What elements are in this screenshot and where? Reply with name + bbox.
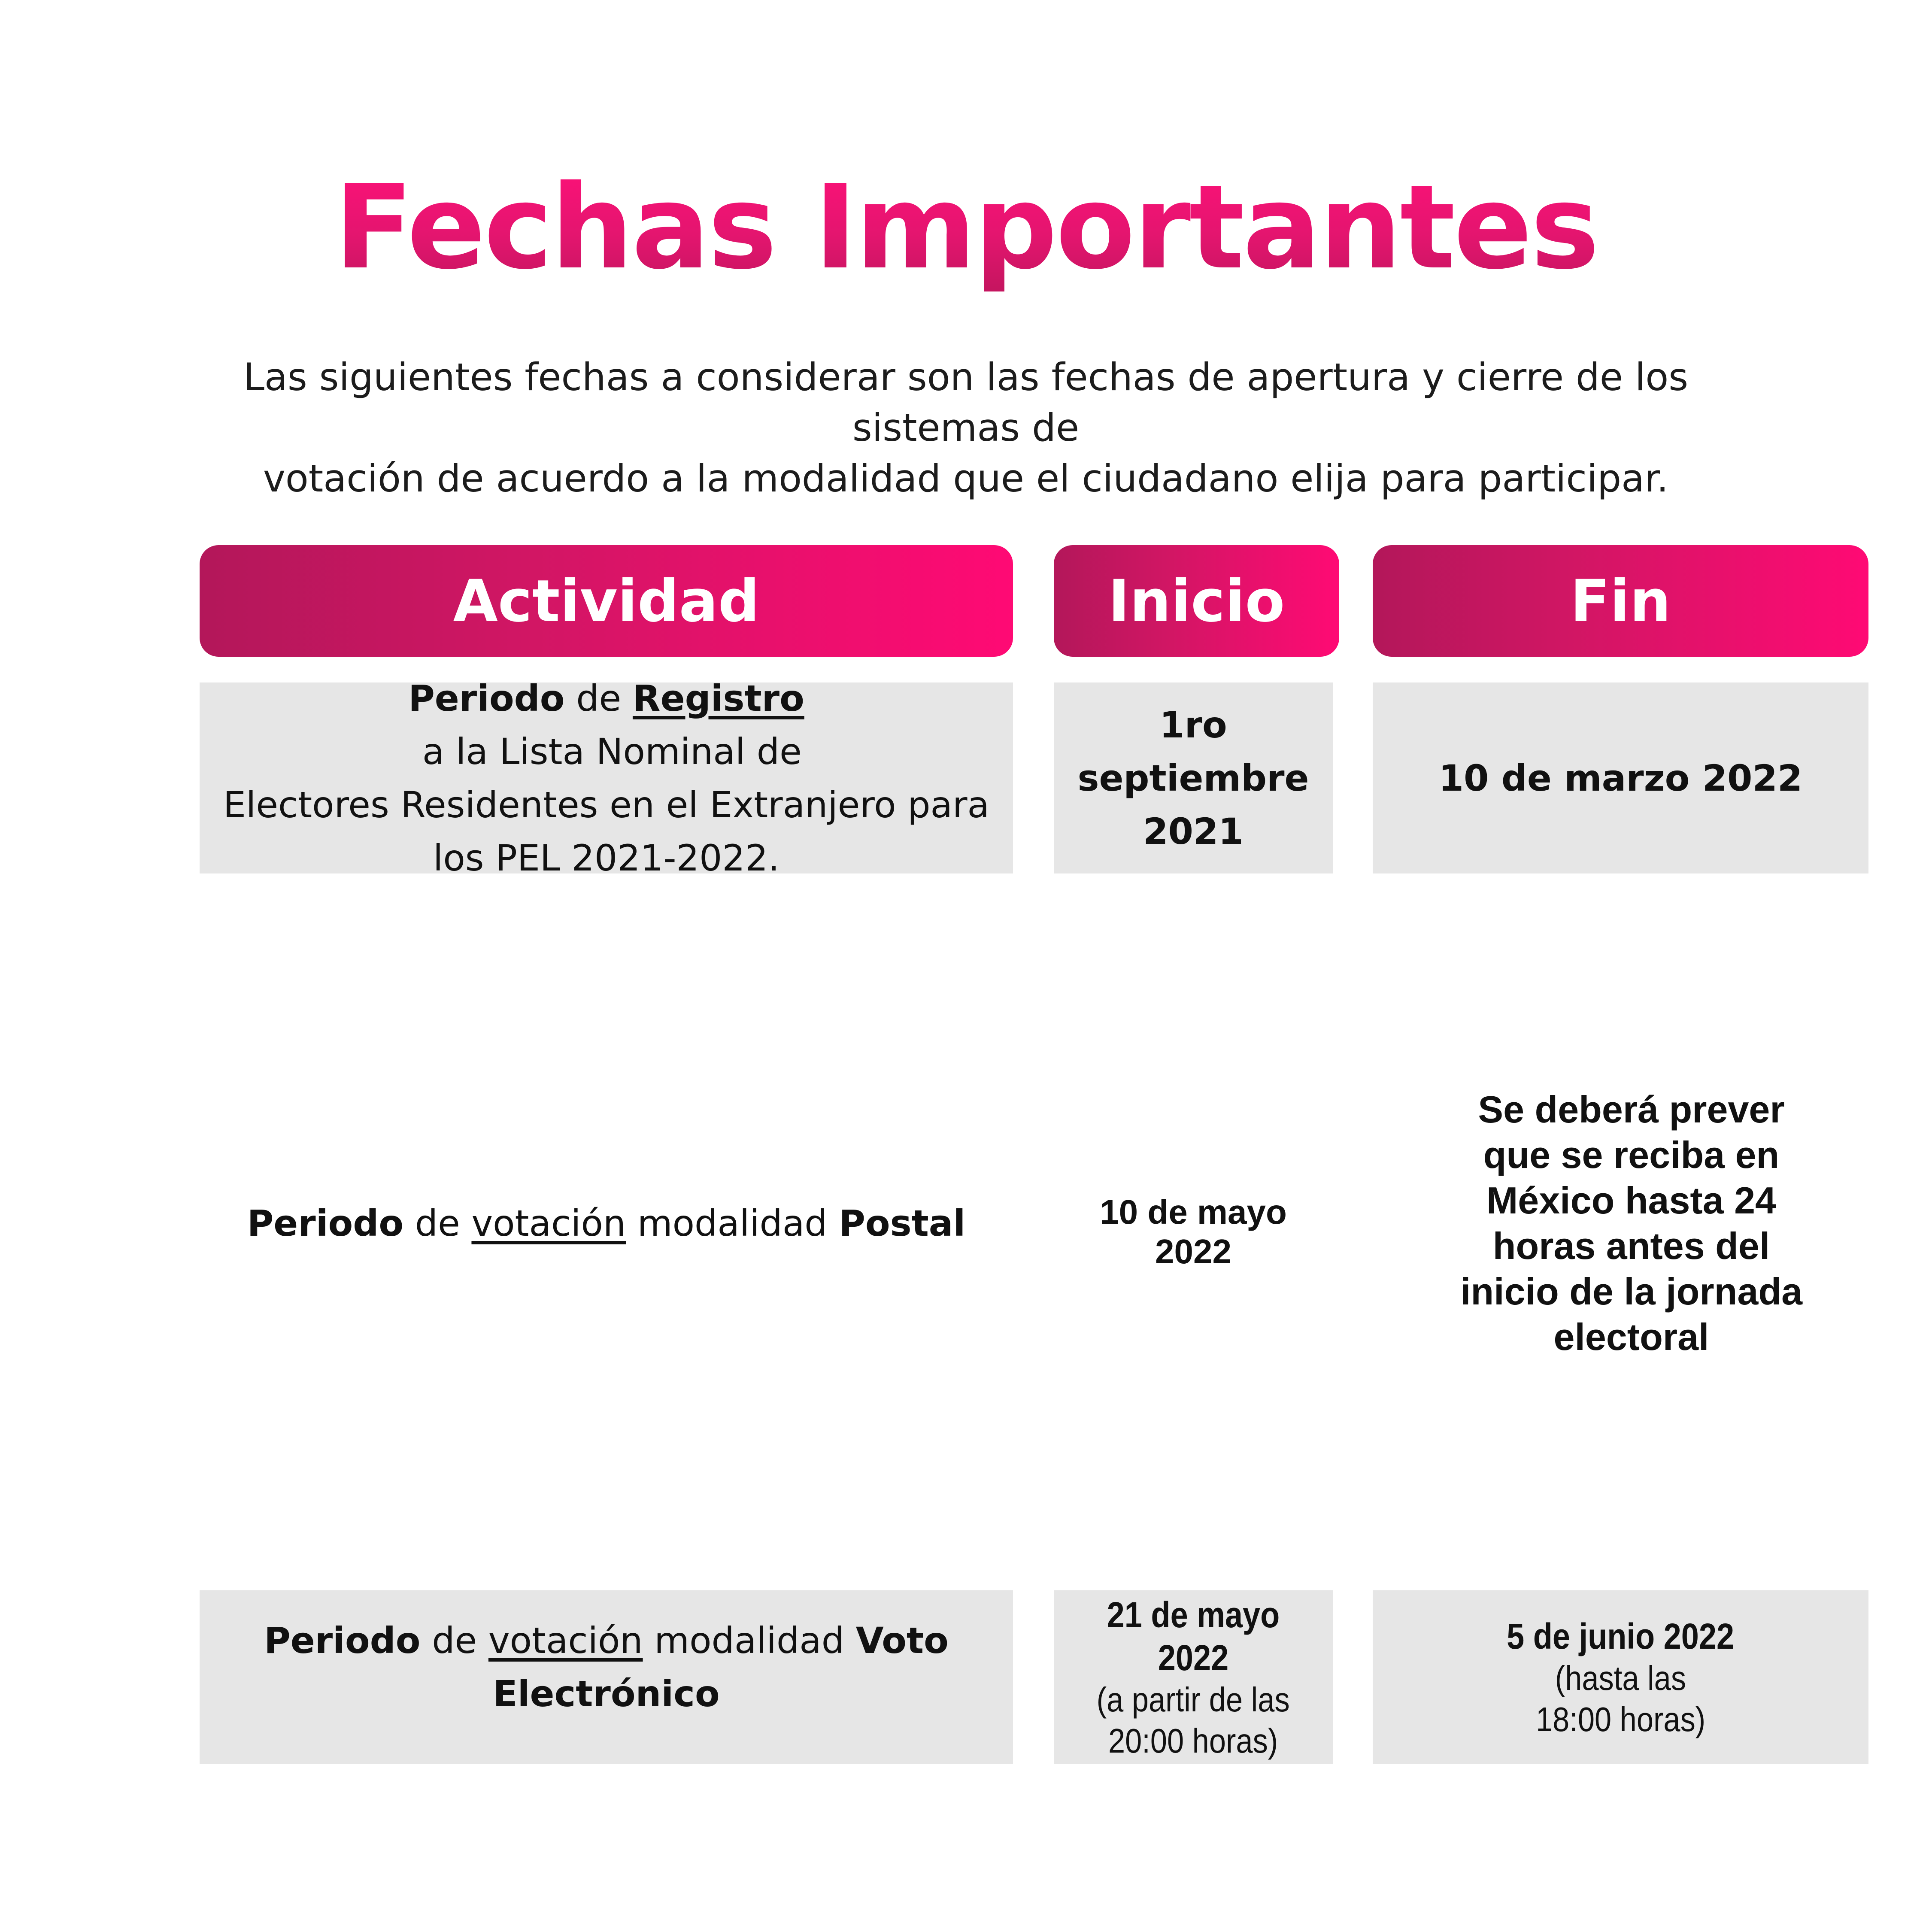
- intro-line-1: Las siguientes fechas a considerar son las fechas de apertura y cierre de los sistemas de: [243, 355, 1689, 450]
- row2-fin-line5: inicio de la jornada: [1460, 1270, 1803, 1313]
- row3-tipo-line1: Voto: [855, 1620, 949, 1662]
- row3-actividad-cell: [200, 1590, 1013, 1764]
- row2-fin-line6: electoral: [1553, 1316, 1709, 1358]
- row2-actividad-text: [230, 1197, 983, 1250]
- row3-inicio-line3: 20:00 horas): [1108, 1721, 1278, 1760]
- row1-rest: a la Lista Nominal de: [411, 730, 802, 773]
- intro-paragraph: [163, 352, 1768, 504]
- row2-actividad-cell: [200, 1022, 1013, 1425]
- row1-actividad-cell: [200, 677, 1013, 879]
- intro-line-2: votación de acuerdo a la modalidad que el ciudadano elija para participar.: [263, 456, 1669, 500]
- row3-actividad-text: [247, 1614, 966, 1720]
- row3-fin-line3: 18:00 horas): [1535, 1700, 1706, 1738]
- row2-inicio-line1: 10 de mayo: [1100, 1193, 1287, 1231]
- row1-actividad-text: [200, 672, 1013, 885]
- row3-inicio-cell: [1054, 1590, 1333, 1764]
- row1-fin-text: 10 de marzo 2022: [1438, 757, 1803, 799]
- row1-inicio-cell: [1054, 682, 1333, 873]
- row3-inicio-line1: 21 de mayo 2022: [1107, 1594, 1280, 1678]
- row1-inicio-text: [1077, 698, 1309, 858]
- row1-fin-cell: [1373, 682, 1868, 873]
- row2-fin-cell: [1373, 1022, 1868, 1425]
- row1-inicio-line1: 1ro: [1159, 704, 1227, 746]
- header-inicio: Inicio: [1054, 545, 1339, 657]
- row3-fin-line1: 5 de junio 2022: [1507, 1616, 1735, 1656]
- row1-inicio-line3: 2021: [1143, 810, 1244, 852]
- row3-fin-line2: (hasta las: [1555, 1659, 1686, 1697]
- row3-keyword: votación: [488, 1620, 643, 1662]
- row1-de: de: [564, 677, 633, 719]
- row2-keyword: votación: [471, 1202, 626, 1244]
- row3-inicio-line2: (a partir de las: [1097, 1680, 1290, 1719]
- header-actividad: Actividad: [200, 545, 1013, 657]
- row2-fin-line4: horas antes del: [1492, 1225, 1770, 1267]
- row2-inicio-cell: [1054, 1022, 1333, 1425]
- row3-fin-text: [1491, 1615, 1750, 1740]
- row2-tipo: Postal: [839, 1202, 966, 1244]
- row3-fin-cell: [1373, 1590, 1868, 1764]
- row3-de: de: [420, 1620, 488, 1662]
- row2-periodo: Periodo: [247, 1202, 404, 1244]
- row3-modalidad: modalidad: [643, 1620, 856, 1662]
- row3-periodo: Periodo: [264, 1620, 421, 1662]
- row2-modalidad: modalidad: [626, 1202, 839, 1244]
- page-title: Fechas Importantes: [0, 159, 1932, 296]
- row3-inicio-text: [1054, 1593, 1333, 1762]
- row3-tipo-line2: Electrónico: [493, 1673, 720, 1715]
- row2-fin-line1: Se deberá prever: [1478, 1088, 1785, 1131]
- row1-inicio-line2: septiembre: [1077, 757, 1309, 799]
- row2-inicio-text: [1100, 1192, 1287, 1271]
- row1-periodo: Periodo: [408, 677, 565, 719]
- row2-fin-text: [1447, 1087, 1815, 1360]
- row2-fin-line3: México hasta 24: [1486, 1179, 1776, 1222]
- row2-fin-line2: que se reciba en: [1483, 1134, 1780, 1176]
- row1-keyword: Registro: [632, 677, 804, 719]
- header-fin: Fin: [1373, 545, 1868, 657]
- row2-inicio-line2: 2022: [1155, 1232, 1231, 1271]
- row1-line2: Electores Residentes en el Extranjero para: [223, 783, 990, 826]
- row1-line3: los PEL 2021-2022.: [433, 837, 779, 879]
- row2-de: de: [403, 1202, 472, 1244]
